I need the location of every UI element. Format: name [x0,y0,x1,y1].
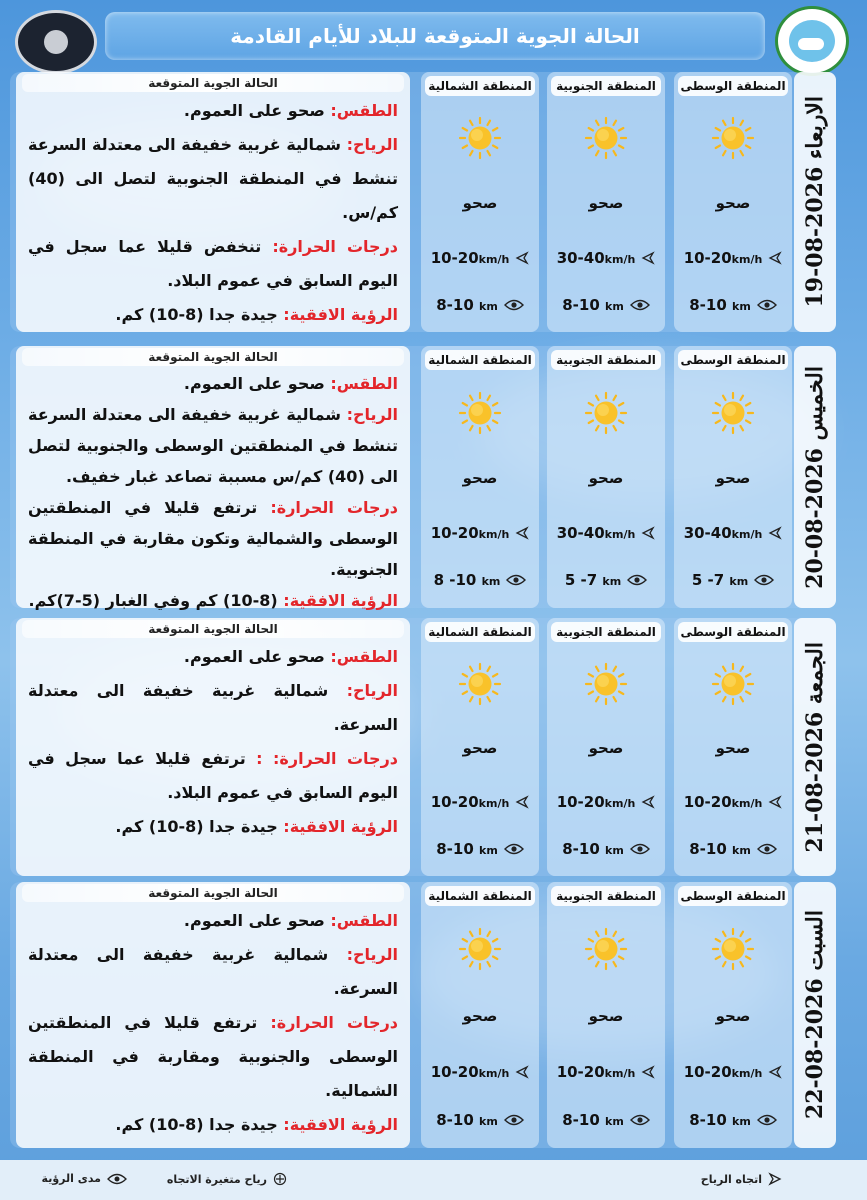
wind-arrow-icon [768,1172,782,1186]
sun-icon [584,662,628,706]
forecast-day [10,882,836,1148]
wind-speed: 10-20km/h [421,524,539,542]
weather-condition: صحو [462,1007,498,1026]
sun-icon [584,116,628,160]
visibility-range: 8-10 km [674,296,792,314]
visibility-line: الرؤية الافقية: جيدة جدا (8-10) كم. [115,305,398,324]
wind-line: الرياح: شمالية غربية خفيفة الى معتدلة السرعة تنشط في المنطقة الجنوبية لتصل الى (40) كم/س. [28,135,398,222]
temperature-line: درجات الحرارة: تنخفض قليلا عما سجل في اليوم السابق في عموم البلاد. [28,237,399,290]
region-forecast [674,618,792,876]
weather-condition: صحو [462,469,498,488]
eye-icon [630,299,650,311]
region-forecast [674,346,792,608]
sun-icon [711,116,755,160]
eye-icon [754,574,774,586]
sun-icon [711,662,755,706]
wind-arrow-icon [641,251,655,265]
visibility-range: 5 -7 km [674,571,792,589]
region-name: المنطقة الجنوبية [551,350,661,370]
wind-arrow-icon [515,526,529,540]
region-forecast [547,72,665,332]
weather-line: الطقس: صحو على العموم. [183,647,398,666]
wind-line: الرياح: شمالية غربية خفيفة الى معتدلة السرعة. [28,681,398,734]
region-forecast [421,72,539,332]
wind-line: الرياح: شمالية غربية خفيفة الى معتدلة السرعة. [28,945,398,998]
region-forecast [547,346,665,608]
visibility-range: 8-10 km [421,1111,539,1129]
weather-condition: صحو [715,469,751,488]
visibility-range: 8-10 km [547,840,665,858]
visibility-range: 5 -7 km [547,571,665,589]
day-date: الجمعة 2026-08-21 [794,618,836,876]
weather-condition: صحو [588,469,624,488]
wind-speed: 10-20km/h [547,793,665,811]
wind-speed: 30-40km/h [547,524,665,542]
weather-condition: صحو [588,1007,624,1026]
forecast-text-panel [16,618,410,876]
visibility-range: 8-10 km [421,296,539,314]
forecast-day [10,618,836,876]
page-title: الحالة الجوية المتوقعة للبلاد للأيام القادمة [230,24,640,48]
visibility-range: 8-10 km [421,840,539,858]
visibility-range: 8-10 km [547,296,665,314]
region-name: المنطقة الشمالية [425,76,535,96]
eye-icon [757,1114,777,1126]
eye-icon [504,843,524,855]
panel-header: الحالة الجوية المتوقعة [22,74,404,92]
region-name: المنطقة الشمالية [425,886,535,906]
region-forecast [547,882,665,1148]
temperature-line: درجات الحرارة: : ترتفع قليلا عما سجل في اليوم السابق في عموم البلاد. [28,749,399,802]
weather-condition: صحو [462,194,498,213]
region-name: المنطقة الوسطى [678,350,788,370]
forecast-day [10,346,836,608]
weather-condition: صحو [588,194,624,213]
wind-speed: 10-20km/h [421,793,539,811]
day-date: السبت 2026-08-22 [794,882,836,1148]
sun-icon [584,927,628,971]
wind-speed: 10-20km/h [421,249,539,267]
forecast-day [10,72,836,332]
weather-logo [775,6,849,76]
visibility-range: 8-10 km [674,1111,792,1129]
visibility-range: 8-10 km [547,1111,665,1129]
weather-condition: صحو [715,739,751,758]
visibility-range: 8 -10 km [421,571,539,589]
region-forecast [674,882,792,1148]
wind-speed: 10-20km/h [674,249,792,267]
wind-speed: 10-20km/h [674,1063,792,1081]
weather-condition: صحو [715,194,751,213]
region-name: المنطقة الوسطى [678,886,788,906]
sun-icon [711,927,755,971]
region-name: المنطقة الجنوبية [551,886,661,906]
sun-icon [458,662,502,706]
region-forecast [421,346,539,608]
meteorological-logo [15,10,97,74]
sun-icon [458,391,502,435]
wind-speed: 30-40km/h [547,249,665,267]
wind-arrow-icon [768,1065,782,1079]
legend-wind-direction: اتجاه الرياح [701,1172,782,1186]
page-header [105,12,765,60]
wind-arrow-icon [768,795,782,809]
panel-header: الحالة الجوية المتوقعة [22,620,404,638]
wind-arrow-icon [515,795,529,809]
eye-icon [506,574,526,586]
eye-icon [107,1173,127,1185]
region-name: المنطقة الشمالية [425,350,535,370]
day-date: الاربعاء 2026-08-19 [794,72,836,332]
weather-condition: صحو [462,739,498,758]
variable-wind-icon [273,1172,287,1186]
region-name: المنطقة الجنوبية [551,622,661,642]
temperature-line: درجات الحرارة: ترتفع قليلا في المنطقتين الوسطى والشمالية وتكون مقاربة في المنطقة الجنوبية. [28,498,399,579]
wind-arrow-icon [768,251,782,265]
region-forecast [547,618,665,876]
visibility-range: 8-10 km [674,840,792,858]
wind-line: الرياح: شمالية غربية خفيفة الى معتدلة السرعة تنشط في المنطقتين الوسطى والجنوبية لتصل الى (40) كم/س مسببة تصاعد غبار خفيف. [28,405,398,486]
panel-header: الحالة الجوية المتوقعة [22,884,404,902]
day-date: الخميس 2026-08-20 [794,346,836,608]
wind-speed: 10-20km/h [547,1063,665,1081]
legend-visibility: مدى الرؤية [42,1172,127,1185]
eye-icon [757,843,777,855]
forecast-text-panel [16,72,410,332]
weather-line: الطقس: صحو على العموم. [183,911,398,930]
eye-icon [627,574,647,586]
weather-condition: صحو [715,1007,751,1026]
region-name: المنطقة الوسطى [678,76,788,96]
legend-variable-wind: رياح متغيرة الاتجاه [167,1172,287,1186]
eye-icon [504,1114,524,1126]
wind-arrow-icon [515,251,529,265]
region-name: المنطقة الشمالية [425,622,535,642]
region-name: المنطقة الوسطى [678,622,788,642]
sun-icon [458,927,502,971]
wind-arrow-icon [768,526,782,540]
eye-icon [630,1114,650,1126]
panel-header: الحالة الجوية المتوقعة [22,348,404,366]
weather-line: الطقس: صحو على العموم. [183,374,398,393]
region-forecast [421,882,539,1148]
visibility-line: الرؤية الافقية: (8-10) كم وفي الغبار (5-7)كم. [28,591,398,610]
weather-condition: صحو [588,739,624,758]
sun-icon [584,391,628,435]
region-name: المنطقة الجنوبية [551,76,661,96]
eye-icon [630,843,650,855]
wind-speed: 10-20km/h [421,1063,539,1081]
forecast-text-panel [16,882,410,1148]
wind-arrow-icon [641,526,655,540]
region-forecast [421,618,539,876]
temperature-line: درجات الحرارة: ترتفع قليلا في المنطقتين الوسطى والجنوبية ومقاربة في المنطقة الشمالية. [28,1013,399,1100]
sun-icon [458,116,502,160]
visibility-line: الرؤية الافقية: جيدة جدا (8-10) كم. [115,1115,398,1134]
wind-arrow-icon [641,795,655,809]
sun-icon [711,391,755,435]
wind-arrow-icon [641,1065,655,1079]
wind-arrow-icon [515,1065,529,1079]
eye-icon [504,299,524,311]
visibility-line: الرؤية الافقية: جيدة جدا (8-10) كم. [115,817,398,836]
region-forecast [674,72,792,332]
legend-footer [0,1160,867,1200]
weather-line: الطقس: صحو على العموم. [183,101,398,120]
eye-icon [757,299,777,311]
wind-speed: 30-40km/h [674,524,792,542]
forecast-text-panel [16,346,410,608]
wind-speed: 10-20km/h [674,793,792,811]
